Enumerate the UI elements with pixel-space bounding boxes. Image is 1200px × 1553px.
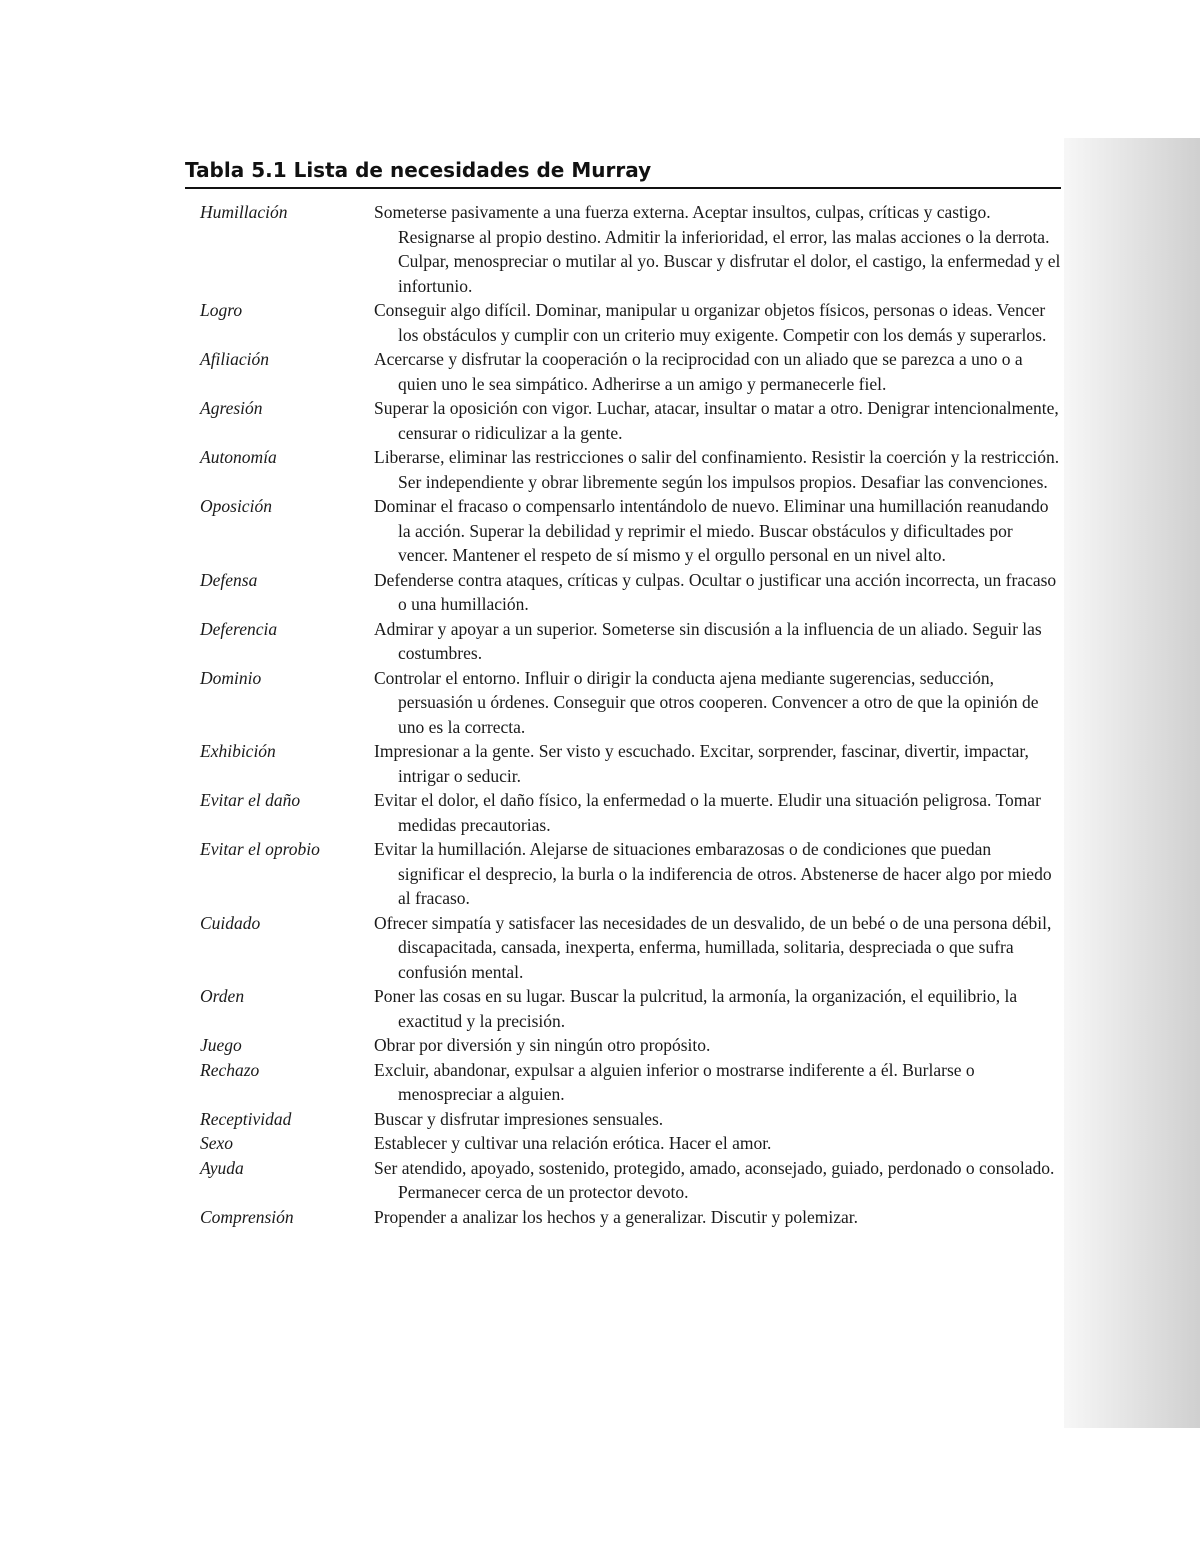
facing-page-shadow [1064, 138, 1200, 1428]
need-name: Comprensión [200, 1206, 294, 1227]
table-row [186, 837, 1061, 911]
need-name: Receptividad [200, 1108, 292, 1129]
need-name: Logro [200, 300, 243, 320]
table-row [186, 1131, 1061, 1156]
table-row [186, 984, 1061, 1033]
need-description: Liberarse, eliminar las restricciones o salir del confinamiento. Resistir la coerción y la restricción. Ser independiente y obrar libremente según los impulsos propios. Desafiar las convenciones. [374, 447, 1060, 492]
need-description: Dominar el fracaso o compensarlo intentándolo de nuevo. Eliminar una humillación reanudando la acción. Superar la debilidad y reprimir el miedo. Buscar obstáculos y dificultades por vencer. Mantener el respeto de sí mismo y el orgullo personal en un nivel alto. [374, 496, 1049, 565]
need-description: Impresionar a la gente. Ser visto y escuchado. Excitar, sorprender, fascinar, divertir, impactar, intrigar o seducir. [374, 741, 1029, 786]
needs-table [186, 200, 1061, 1420]
need-description: Excluir, abandonar, expulsar a alguien inferior o mostrarse indiferente a él. Burlarse o menospreciar a alguien. [374, 1059, 975, 1104]
need-name: Rechazo [200, 1059, 260, 1080]
table-row [186, 568, 1061, 617]
table-row [186, 1107, 1061, 1132]
need-name: Agresión [200, 398, 263, 418]
need-description: Obrar por diversión y sin ningún otro propósito. [374, 1035, 711, 1055]
need-description: Conseguir algo difícil. Dominar, manipular u organizar objetos físicos, personas o ideas. Vencer los obstáculos y cumplir con un criterio muy exigente. Competir con los demás y superarlos. [374, 300, 1047, 345]
need-description: Establecer y cultivar una relación erótica. Hacer el amor. [374, 1133, 772, 1153]
table-row [186, 617, 1061, 666]
need-name: Orden [200, 986, 245, 1006]
need-name: Exhibición [200, 741, 276, 761]
need-name: Oposición [200, 496, 272, 516]
title-rule [185, 187, 1061, 189]
need-name: Sexo [200, 1133, 234, 1153]
need-description: Controlar el entorno. Influir o dirigir la conducta ajena mediante sugerencias, seducción, persuasión u órdenes. Conseguir que otros cooperen. Convencer a otro de que la opinión de uno es la correcta. [374, 667, 1039, 737]
need-description: Ofrecer simpatía y satisfacer las necesidades de un desvalido, de un bebé o de una persona débil, discapacitada, cansada, inexperta, enferma, humillada, solitaria, despreciada o que sufra confusión mental. [374, 912, 1052, 982]
need-description: Ser atendido, apoyado, sostenido, protegido, amado, aconsejado, guiado, perdonado o consolado. Permanecer cerca de un protector devoto. [374, 1157, 1055, 1202]
table-row [186, 494, 1061, 568]
table-title: Tabla 5.1 Lista de necesidades de Murray [185, 158, 652, 182]
need-name: Evitar el oprobio [200, 839, 320, 859]
need-description: Buscar y disfrutar impresiones sensuales. [374, 1108, 664, 1129]
table-row [186, 298, 1061, 347]
table-row [186, 666, 1061, 740]
need-name: Afiliación [200, 349, 270, 369]
table-row [186, 1058, 1061, 1107]
table-row [186, 1205, 1061, 1230]
table-row [186, 200, 1061, 298]
need-name: Dominio [200, 667, 262, 688]
need-name: Evitar el daño [200, 790, 301, 810]
need-name: Humillación [200, 202, 288, 222]
need-description: Poner las cosas en su lugar. Buscar la pulcritud, la armonía, la organización, el equilibrio, la exactitud y la precisión. [374, 986, 1018, 1031]
table-row [186, 1156, 1061, 1205]
need-description: Evitar la humillación. Alejarse de situaciones embarazosas o de condiciones que puedan significar el desprecio, la burla o la indiferencia de otros. Abstenerse de hacer algo por miedo al fracaso. [374, 839, 1052, 908]
need-description: Superar la oposición con vigor. Luchar, atacar, insultar o matar a otro. Denigrar intencionalmente, censurar o ridiculizar a la gente. [374, 398, 1059, 443]
table-row [186, 739, 1061, 788]
need-name: Ayuda [200, 1157, 244, 1178]
table-row [186, 1033, 1061, 1058]
table-row [186, 911, 1061, 985]
need-name: Deferencia [200, 618, 278, 639]
table-row [186, 788, 1061, 837]
need-name: Cuidado [200, 912, 261, 933]
need-name: Defensa [200, 569, 258, 590]
need-description: Defenderse contra ataques, críticas y culpas. Ocultar o justificar una acción incorrecta, un fracaso o una humillación. [374, 569, 1057, 614]
need-name: Autonomía [200, 447, 277, 467]
need-description: Acercarse y disfrutar la cooperación o la reciprocidad con un aliado que se parezca a uno o a quien uno le sea simpático. Adherirse a un amigo y permanecerle fiel. [374, 349, 1023, 394]
need-description: Evitar el dolor, el daño físico, la enfermedad o la muerte. Eludir una situación peligrosa. Tomar medidas precautorias. [374, 790, 1041, 835]
need-description: Propender a analizar los hechos y a generalizar. Discutir y polemizar. [374, 1206, 858, 1227]
table-row [186, 396, 1061, 445]
table-row [186, 445, 1061, 494]
table-row [186, 347, 1061, 396]
need-description: Admirar y apoyar a un superior. Someterse sin discusión a la influencia de un aliado. Seguir las costumbres. [374, 618, 1042, 663]
need-name: Juego [200, 1035, 242, 1055]
need-description: Someterse pasivamente a una fuerza externa. Aceptar insultos, culpas, críticas y castigo. Resignarse al propio destino. Admitir la inferioridad, el error, las malas acciones o la derrota. Culpar, menospreciar o mutilar al yo. Buscar y disfrutar el dolor, el castigo, la enfermedad y el infortunio. [374, 202, 1061, 296]
